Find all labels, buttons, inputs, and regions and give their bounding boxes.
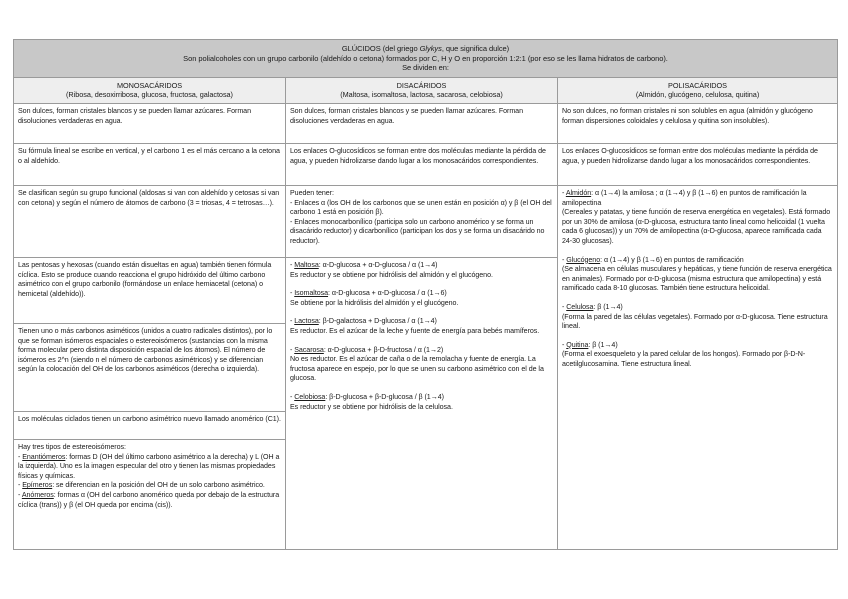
glucidos-table <box>13 39 838 550</box>
mono-cell-5: Tienen uno o más carbonos asiméticos (unidos a cuatro radicales distintos), por lo que se forman isómeros espaciales o estereoisómeros (sustancias con la misma forma molecular pero distinta disposición espacial de los átomos). El número de isómeros es 2^n (siendo n el número de carbonos asimétricos) y se diferencian según la colocación del OH de los carbonos asiméticos (derecha o izquierda). <box>14 323 286 411</box>
di-desc: No es reductor. Es el azúcar de caña o de la remolacha y fuente de energía. La fructosa aparece en espejo, por lo que se unen su carbono asimétrico con el de la glucosa. <box>290 355 544 383</box>
poli-name: Celulosa <box>566 302 594 311</box>
poli-desc: (Cereales y patatas, y tiene función de reserva energética en vegetales). Está formado por un 30% de amilosa (α-D-glucosa, estructura tanto lineal como helicoidal (1 vuelta cada 6 glucosas)) y un 70% de amilopectina (α-D-glucosa, aparece ramificada cada 24-30 glucosas). <box>562 208 831 245</box>
poli-formula: : α (1→4) y β (1→6) en puntos de ramificación <box>600 255 744 264</box>
header-monosacaridos <box>14 77 286 103</box>
di-formula: : β-D-galactosa + D-glucosa / α (1→4) <box>318 317 437 326</box>
table-title <box>14 40 838 78</box>
di-formula: : α-D-glucosa + β-D-fructosa / α (1→2) <box>323 345 444 354</box>
column-name: DISACÁRIDOS <box>396 80 447 90</box>
di-cell-3 <box>286 185 558 257</box>
title-line-1 <box>18 44 833 54</box>
stereo-text: : formas α (OH del carbono anomérico queda por debajo de la estructura cíclica (trans)) y β (el OH queda por encima (cis)). <box>18 490 280 509</box>
di-name: Maltosa <box>294 260 319 269</box>
poli-formula: : β (1→4) <box>593 302 623 311</box>
poli-formula: : α (1→4) la amilosa ; α (1→4) y β (1→6) en puntos de ramificación la amilopectina <box>562 188 807 207</box>
di-formula: : β-D-glucosa + β-D-glucosa / β (1→4) <box>325 392 444 401</box>
poli-cell-1: No son dulces, no forman cristales ni son solubles en agua (almidón y glucógeno forman dispersiones coloidales y celulosa y quitina son insolubles). <box>558 103 838 143</box>
table-row <box>14 143 838 185</box>
poli-name: Glucógeno <box>566 255 601 264</box>
di-item-maltosa: - Maltosa: α-D-glucosa + α-D-glucosa / α (1→4) Es reductor y se obtiene por hidrólisis del almidón y el glucógeno. <box>290 260 493 279</box>
di-intro: Pueden tener: <box>290 188 334 197</box>
stereo-text: : se diferencian en la posición del OH de un solo carbono asimétrico. <box>52 481 265 490</box>
stereo-term: Enantiómeros <box>22 452 66 461</box>
di-bond-type-alpha-beta: - Enlaces α (los OH de los carbonos que se unen están en posición α) y β (el OH del carbono 1 está en posición β). <box>290 198 552 217</box>
di-item-lactosa: - Lactosa: β-D-galactosa + D-glucosa / α (1→4) Es reductor. Es el azúcar de la leche y fuente de energía para bebés mamíferos. <box>290 317 540 335</box>
mono-cell-4: Las pentosas y hexosas (cuando están disueltas en agua) también tienen fórmula cíclica. Esto se produce cuando reacciona el grupo hidróxido del último carbono asimétrico con el grupo carbonilo (formándose un enlace hemiacetal (cetona) o hemicetal (aldehído)). <box>14 257 286 323</box>
di-item-celobiosa: - Celobiosa: β-D-glucosa + β-D-glucosa / β (1→4) Es reductor y se obtiene por hidrólisis de la celulosa. <box>290 392 453 411</box>
di-desc: Se obtiene por la hidrólisis del almidón y el glucógeno. <box>290 298 459 307</box>
di-name: Isomaltosa <box>294 289 329 298</box>
stereo-text: : formas D (OH del último carbono asimétrico a la derecha) y L (OH a la izquierda). Uno es la imagen especular del otro y tienen las mismas propiedades físicas y químicas. <box>18 452 280 480</box>
stereo-term: Epímeros <box>22 481 53 490</box>
di-desc: Es reductor. Es el azúcar de la leche y fuente de energía para bebés mamíferos. <box>290 326 540 335</box>
column-name: POLISACÁRIDOS <box>668 80 727 90</box>
poli-name: Quitina <box>566 340 589 349</box>
stereo-term: Anómeros <box>21 490 54 499</box>
di-formula: : α-D-glucosa + α-D-glucosa / α (1→4) <box>318 260 438 269</box>
poli-desc: (Se almacena en células musculares y hepáticas, y tiene función de reserva energética en animales). Formado por α-D-glucosa (misma estructura que amilopectina) y está ramificado cada 8-10 glucosas. También tiene estructura helicoidal. <box>562 265 832 293</box>
mono-cell-7 <box>14 439 286 549</box>
poli-name: Almidón <box>565 188 592 197</box>
di-item-isomaltosa: - Isomaltosa: α-D-glucosa + α-D-glucosa / α (1→6) Se obtiene por la hidrólisis del almidón y el glucógeno. <box>290 289 459 307</box>
di-item-sacarosa: - Sacarosa: α-D-glucosa + β-D-fructosa / α (1→2) No es reductor. Es el azúcar de caña o de la remolacha y fuente de energía. La fructosa aparece en espejo, por lo que se unen su carbono asimétrico con el de la glucosa. <box>290 345 544 383</box>
mono-cell-1: Son dulces, forman cristales blancos y se pueden llamar azúcares. Forman disoluciones verdaderas en agua. <box>14 103 286 143</box>
mono-cell-3: Se clasifican según su grupo funcional (aldosas si van con aldehído y cetosas si van con cetona) y según el número de átomos de carbono (3 = triosas, 4 = tetrosas…). <box>14 185 286 257</box>
di-detail-cell <box>286 257 558 549</box>
title-row <box>14 40 838 78</box>
column-examples: (Maltosa, isomaltosa, lactosa, sacarosa, celobiosa) <box>340 90 503 100</box>
glucidos-summary-sheet <box>13 39 837 550</box>
di-formula: : α-D-glucosa + α-D-glucosa / α (1→6) <box>328 289 447 298</box>
stereoisomer-epimeros: - Epímeros: se diferencian en la posición del OH de un solo carbono asimétrico. <box>18 481 265 490</box>
column-name: MONOSACÁRIDOS <box>116 80 183 90</box>
di-cell-2: Los enlaces O-glucosídicos se forman entre dos moléculas mediante la pérdida de agua, y pueden hidrolizarse dando lugar a los monosacáridos correspondientes. <box>286 143 558 185</box>
poli-cell-2: Los enlaces O-glucosídicos se forman entre dos moléculas mediante la pérdida de agua, y pueden hidrolizarse dando lugar a los monosacáridos correspondientes. <box>558 143 838 185</box>
poli-desc: (Forma la pared de las células vegetales). Formado por α-D-glucosa. Tiene estructura lineal. <box>562 312 828 331</box>
di-name: Lactosa <box>294 317 319 326</box>
mono-cell-2: Su fórmula lineal se escribe en vertical, y el carbono 1 es el más cercano a la cetona o al aldehído. <box>14 143 286 185</box>
di-cell-1: Son dulces, forman cristales blancos y se pueden llamar azúcares. Forman disoluciones verdaderas en agua. <box>286 103 558 143</box>
poli-formula: : β (1→4) <box>588 340 618 349</box>
header-row <box>14 77 838 103</box>
poli-detail-cell <box>558 185 838 549</box>
poli-item-almidon: - Almidón: α (1→4) la amilosa ; α (1→4) y β (1→6) en puntos de ramificación la amilopectina (Cereales y patatas, y tiene función de reserva energética en vegetales). Está formado por un 30% de amilosa (α-D-glucosa, estructura tanto lineal como helicoidal (1 vuelta cada 6 glucosas)) y un 70% de amilopectina (α-D-glucosa, aparece ramificada cada 24-30 glucosas). <box>562 188 831 245</box>
poli-item-glucogeno: - Glucógeno: α (1→4) y β (1→6) en puntos de ramificación (Se almacena en células musculares y hepáticas, y tiene función de reserva energética en animales). Formado por α-D-glucosa (misma estructura que amilopectina) y está ramificado cada 8-10 glucosas. También tiene estructura helicoidal. <box>562 255 832 293</box>
di-name: Sacarosa <box>294 345 324 354</box>
title-line-2: Son polialcoholes con un grupo carbonilo (aldehído o cetona) formados por C, H y O en proporción 1:2:1 (por eso se les llama hidratos de carbono). <box>183 53 668 63</box>
stereoisomer-enantiomeros: - Enantiómeros: formas D (OH del último carbono asimétrico a la derecha) y L (OH a la izquierda). Uno es la imagen especular del otro y tienen las mismas propiedades físicas y químicas. <box>18 452 280 480</box>
title-suffix: , que significa dulce) <box>441 44 510 53</box>
di-desc: Es reductor y se obtiene por hidrólisis del almidón y el glucógeno. <box>290 270 493 279</box>
title-greek-word: Glykys <box>419 44 442 53</box>
mono-cell-6: Los moléculas ciclados tienen un carbono asimétrico nuevo llamado anomérico (C1). <box>14 411 286 439</box>
header-polisacaridos <box>558 77 838 103</box>
table-row <box>14 185 838 257</box>
title-line-3: Se dividen en: <box>402 63 449 73</box>
poli-item-celulosa: - Celulosa: β (1→4) (Forma la pared de las células vegetales). Formado por α-D-glucosa. Tiene estructura lineal. <box>562 302 828 331</box>
column-examples: (Ribosa, desoxirribosa, glucosa, fructosa, galactosa) <box>66 90 233 100</box>
title-prefix: GLÚCIDOS (del griego <box>341 44 420 53</box>
stereoisomer-intro: Hay tres tipos de estereoisómeros: <box>18 442 126 451</box>
table-row <box>14 103 838 143</box>
di-bond-type-carbonyl: - Enlaces monocarbonílico (participa solo un carbono anomérico y se forma un disacárido reductor) y dicarbonílico (participan los dos y se forma un disacárido no reductor). <box>290 217 545 245</box>
poli-desc: (Forma el exoesqueleto y la pared celular de los hongos). Formado por β-D-N-acetilglucosamina. Tiene estructura lineal. <box>562 350 806 368</box>
column-examples: (Almidón, glucógeno, celulosa, quitina) <box>635 90 760 100</box>
header-disacaridos <box>286 77 558 103</box>
di-name: Celobiosa <box>294 392 326 401</box>
stereoisomer-anomeros: - Anómeros: formas α (OH del carbono anomérico queda por debajo de la estructura cíclica (trans)) y β (el OH queda por encima (cis)). <box>18 490 280 509</box>
poli-item-quitina: - Quitina: β (1→4) (Forma el exoesqueleto y la pared celular de los hongos). Formado por β-D-N-acetilglucosamina. Tiene estructura lineal. <box>562 340 806 368</box>
di-desc: Es reductor y se obtiene por hidrólisis de la celulosa. <box>290 402 453 411</box>
